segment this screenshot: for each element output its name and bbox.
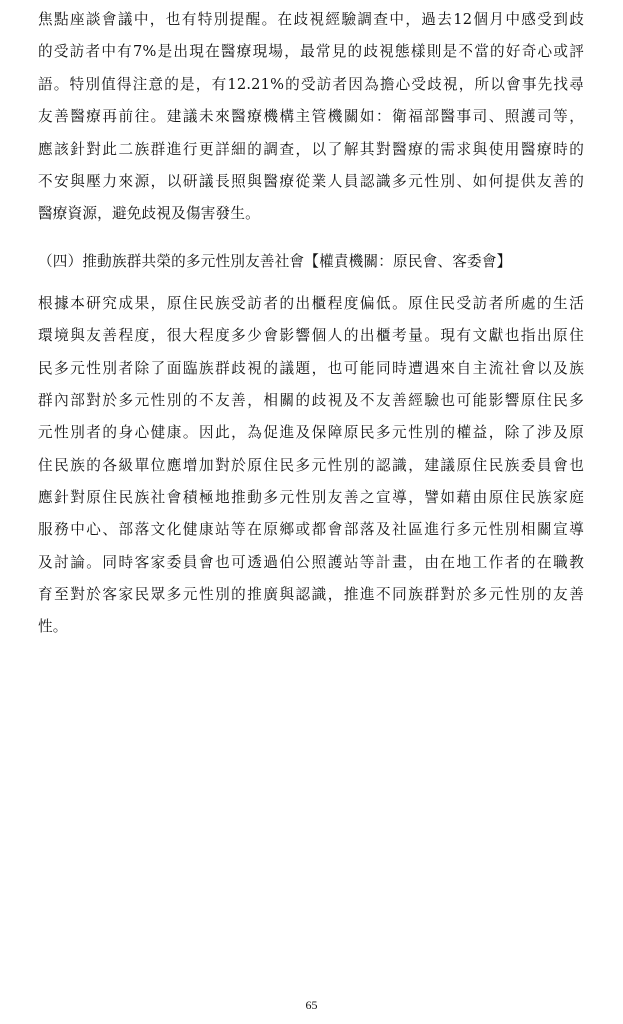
paragraph-line: 友善醫療再前往。建議未來醫療機構主管機關如：衛福部醫事司、照護司等， <box>38 108 584 125</box>
paragraph-line: 的受訪者中有7%是出現在醫療現場，最常見的歧視態樣則是不當的好奇心或評 <box>38 43 584 60</box>
paragraph-line: 根據本研究成果，原住民族受訪者的出櫃程度偏低。原住民受訪者所處的生活 <box>38 295 584 312</box>
paragraph-line: 民多元性別者除了面臨族群歧視的議題，也可能同時遭遇來自主流社會以及族 <box>38 360 584 377</box>
paragraph-line: 醫療資源，避免歧視及傷害發生。 <box>38 205 260 222</box>
paragraph-line: 性。 <box>38 618 68 635</box>
paragraph-line: 應該針對此二族群進行更詳細的調查，以了解其對醫療的需求與使用醫療時的 <box>38 141 584 158</box>
paragraph-line: 服務中心、部落文化健康站等在原鄉或都會部落及社區進行多元性別相關宣導 <box>38 521 584 538</box>
paragraph-line: 及討論。同時客家委員會也可透過伯公照護站等計畫，由在地工作者的在職教 <box>38 554 584 571</box>
paragraph-line: 元性別者的身心健康。因此，為促進及保障原民多元性別的權益，除了涉及原 <box>38 424 584 441</box>
paragraph-line: 育至對於客家民眾多元性別的推廣與認識，推進不同族群對於多元性別的友善 <box>38 586 584 603</box>
paragraph-line: 環境與友善程度，很大程度多少會影響個人的出櫃考量。現有文獻也指出原住 <box>38 327 584 344</box>
paragraph-line: 住民族的各級單位應增加對於原住民多元性別的認識，建議原住民族委員會也 <box>38 457 584 474</box>
page-number: 65 <box>305 998 318 1012</box>
paragraph-line: 應針對原住民族社會積極地推動多元性別友善之宣導，譬如藉由原住民族家庭 <box>38 489 584 506</box>
paragraph-line: 不安與壓力來源，以研議長照與醫療從業人員認識多元性別、如何提供友善的 <box>38 173 584 190</box>
paragraph-line: 語。特別值得注意的是，有12.21%的受訪者因為擔心受歧視，所以會事先找尋 <box>38 76 584 93</box>
paragraph-line: 群內部對於多元性別的不友善，相關的歧視及不友善經驗也可能影響原住民多 <box>38 392 584 409</box>
section-heading: （四）推動族群共榮的多元性別友善社會【權責機關：原民會、客委會】 <box>38 253 512 270</box>
paragraph-line: 焦點座談會議中，也有特別提醒。在歧視經驗調查中，過去12個月中感受到歧 <box>38 11 584 28</box>
